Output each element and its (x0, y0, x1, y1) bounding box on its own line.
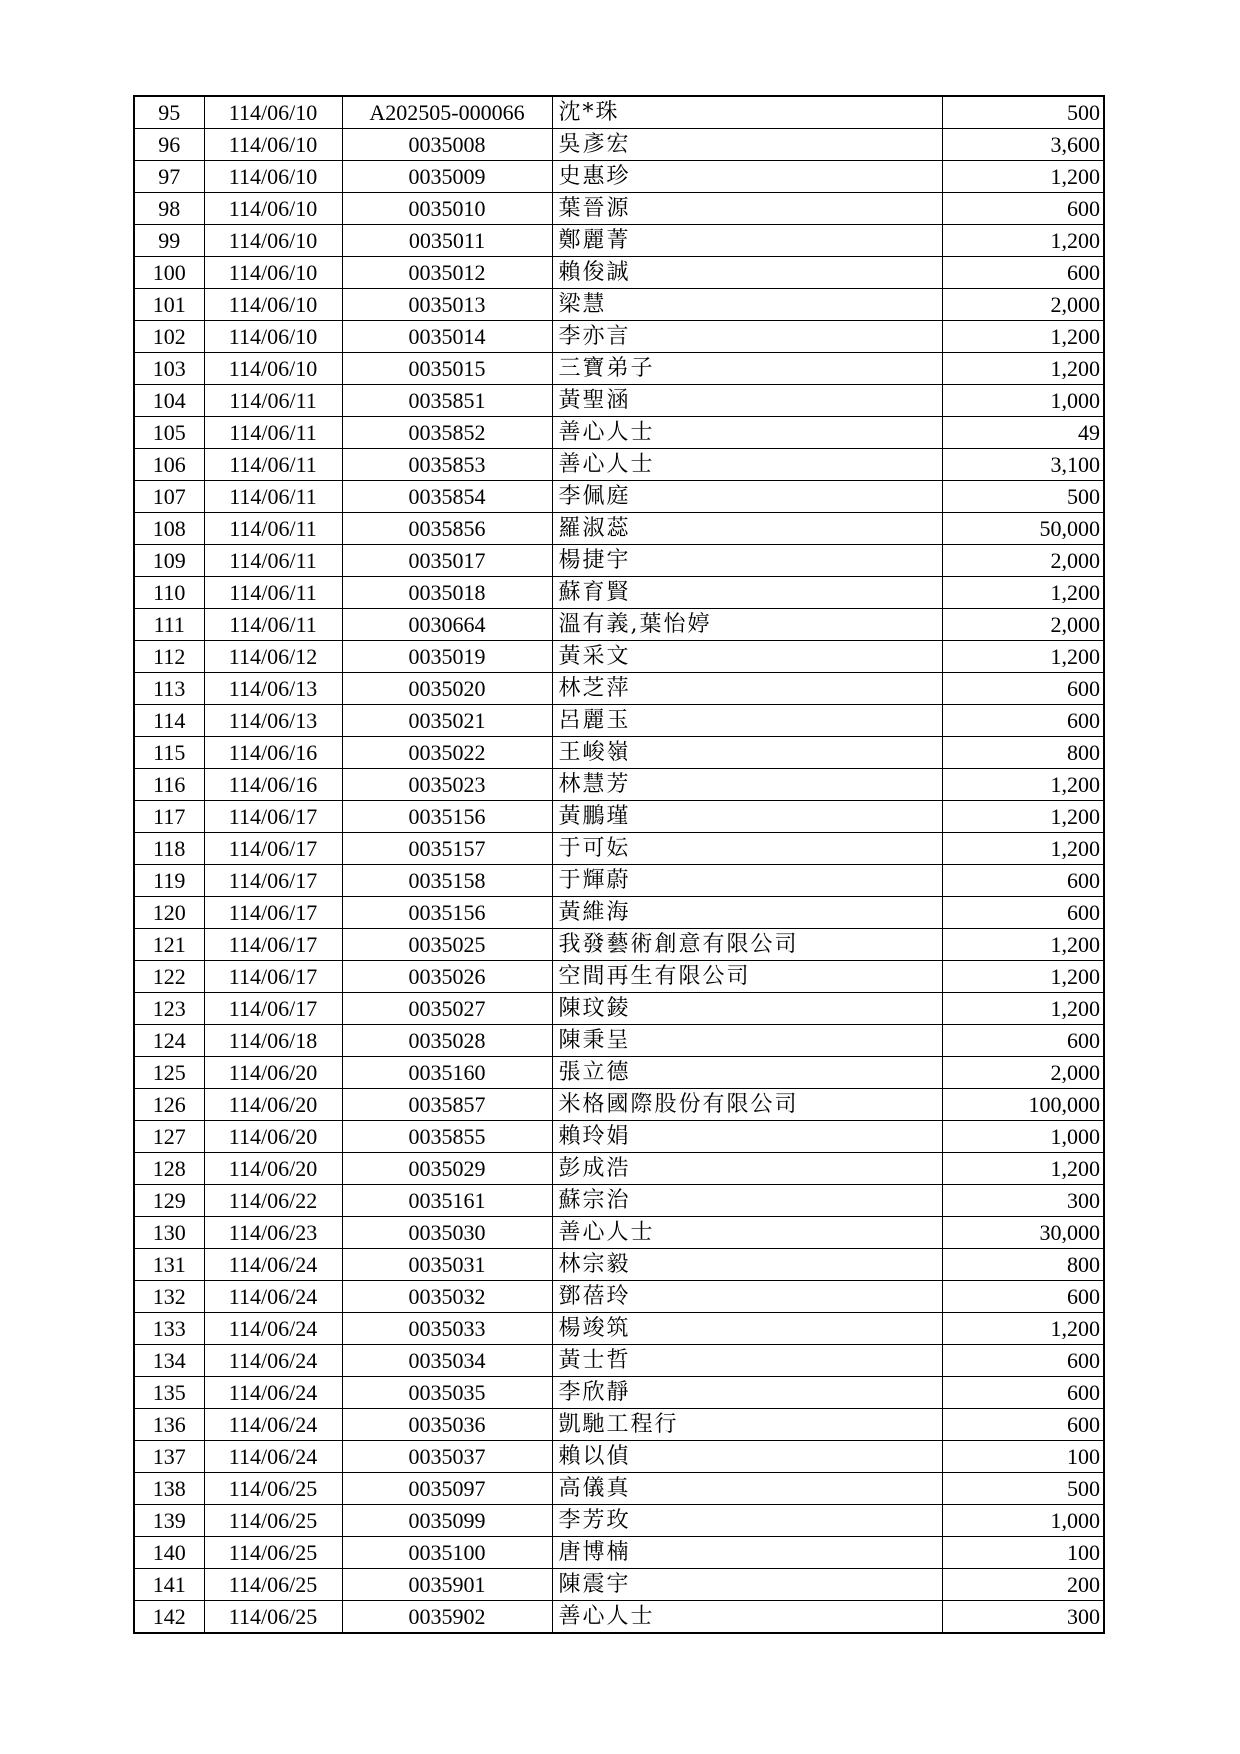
row-number-cell: 131 (134, 1249, 204, 1281)
donor-name-cell: 李佩庭 (552, 481, 942, 513)
donor-name-cell: 溫有義,葉怡婷 (552, 609, 942, 641)
table-row (134, 897, 1104, 929)
receipt-number-cell: 0035034 (342, 1345, 552, 1377)
date-cell: 114/06/11 (204, 545, 342, 577)
donor-name-cell: 鄭麗菁 (552, 225, 942, 257)
receipt-number-cell: 0035158 (342, 865, 552, 897)
date-cell: 114/06/17 (204, 929, 342, 961)
date-cell: 114/06/23 (204, 1217, 342, 1249)
receipt-number-cell: 0035009 (342, 161, 552, 193)
amount-cell: 800 (942, 1249, 1104, 1281)
amount-cell: 600 (942, 1345, 1104, 1377)
receipt-number-cell: 0035854 (342, 481, 552, 513)
amount-cell: 50,000 (942, 513, 1104, 545)
amount-cell: 1,200 (942, 961, 1104, 993)
row-number-cell: 96 (134, 129, 204, 161)
row-number-cell: 112 (134, 641, 204, 673)
amount-cell: 1,200 (942, 353, 1104, 385)
row-number-cell: 139 (134, 1505, 204, 1537)
donor-name-cell: 善心人士 (552, 1217, 942, 1249)
amount-cell: 600 (942, 1377, 1104, 1409)
table-row (134, 1313, 1104, 1345)
amount-cell: 2,000 (942, 545, 1104, 577)
receipt-number-cell: 0035015 (342, 353, 552, 385)
date-cell: 114/06/25 (204, 1569, 342, 1601)
table-row (134, 801, 1104, 833)
row-number-cell: 138 (134, 1473, 204, 1505)
donor-name-cell: 米格國際股份有限公司 (552, 1089, 942, 1121)
receipt-number-cell: 0035157 (342, 833, 552, 865)
donor-name-cell: 李亦言 (552, 321, 942, 353)
receipt-number-cell: A202505-000066 (342, 96, 552, 129)
amount-cell: 100,000 (942, 1089, 1104, 1121)
donor-name-cell: 于輝蔚 (552, 865, 942, 897)
receipt-number-cell: 0035156 (342, 897, 552, 929)
table-row (134, 385, 1104, 417)
date-cell: 114/06/10 (204, 96, 342, 129)
table-row (134, 513, 1104, 545)
table-row (134, 641, 1104, 673)
receipt-number-cell: 0035014 (342, 321, 552, 353)
date-cell: 114/06/17 (204, 993, 342, 1025)
amount-cell: 500 (942, 481, 1104, 513)
receipt-number-cell: 0035013 (342, 289, 552, 321)
row-number-cell: 133 (134, 1313, 204, 1345)
date-cell: 114/06/11 (204, 385, 342, 417)
table-body (134, 96, 1104, 1633)
receipt-number-cell: 0035030 (342, 1217, 552, 1249)
row-number-cell: 102 (134, 321, 204, 353)
donor-name-cell: 吳彥宏 (552, 129, 942, 161)
row-number-cell: 135 (134, 1377, 204, 1409)
row-number-cell: 108 (134, 513, 204, 545)
table-row (134, 1057, 1104, 1089)
receipt-number-cell: 0035011 (342, 225, 552, 257)
donor-name-cell: 黃鵬瑾 (552, 801, 942, 833)
table-row (134, 257, 1104, 289)
date-cell: 114/06/11 (204, 577, 342, 609)
row-number-cell: 114 (134, 705, 204, 737)
donor-name-cell: 陳秉呈 (552, 1025, 942, 1057)
donor-name-cell: 李芳玫 (552, 1505, 942, 1537)
amount-cell: 1,000 (942, 385, 1104, 417)
row-number-cell: 122 (134, 961, 204, 993)
date-cell: 114/06/20 (204, 1089, 342, 1121)
table-row (134, 289, 1104, 321)
table-row (134, 673, 1104, 705)
receipt-number-cell: 0035032 (342, 1281, 552, 1313)
donor-name-cell: 善心人士 (552, 449, 942, 481)
donor-name-cell: 羅淑蕊 (552, 513, 942, 545)
date-cell: 114/06/10 (204, 321, 342, 353)
date-cell: 114/06/24 (204, 1249, 342, 1281)
table-row (134, 1025, 1104, 1057)
table-row (134, 1473, 1104, 1505)
date-cell: 114/06/13 (204, 705, 342, 737)
row-number-cell: 120 (134, 897, 204, 929)
table-row (134, 705, 1104, 737)
row-number-cell: 142 (134, 1601, 204, 1634)
amount-cell: 600 (942, 865, 1104, 897)
receipt-number-cell: 0030664 (342, 609, 552, 641)
row-number-cell: 136 (134, 1409, 204, 1441)
receipt-number-cell: 0035035 (342, 1377, 552, 1409)
table-row (134, 833, 1104, 865)
donor-name-cell: 葉晉源 (552, 193, 942, 225)
table-row (134, 993, 1104, 1025)
row-number-cell: 140 (134, 1537, 204, 1569)
date-cell: 114/06/16 (204, 737, 342, 769)
amount-cell: 1,200 (942, 769, 1104, 801)
table-row (134, 929, 1104, 961)
table-row (134, 1505, 1104, 1537)
date-cell: 114/06/25 (204, 1473, 342, 1505)
donor-name-cell: 高儀真 (552, 1473, 942, 1505)
receipt-number-cell: 0035901 (342, 1569, 552, 1601)
receipt-number-cell: 0035160 (342, 1057, 552, 1089)
receipt-number-cell: 0035008 (342, 129, 552, 161)
date-cell: 114/06/24 (204, 1409, 342, 1441)
date-cell: 114/06/25 (204, 1537, 342, 1569)
row-number-cell: 132 (134, 1281, 204, 1313)
row-number-cell: 127 (134, 1121, 204, 1153)
amount-cell: 800 (942, 737, 1104, 769)
row-number-cell: 126 (134, 1089, 204, 1121)
date-cell: 114/06/20 (204, 1057, 342, 1089)
date-cell: 114/06/24 (204, 1313, 342, 1345)
donor-name-cell: 三寶弟子 (552, 353, 942, 385)
amount-cell: 600 (942, 673, 1104, 705)
amount-cell: 600 (942, 1281, 1104, 1313)
donor-name-cell: 張立德 (552, 1057, 942, 1089)
table-row (134, 481, 1104, 513)
donor-name-cell: 蘇宗治 (552, 1185, 942, 1217)
donor-name-cell: 空間再生有限公司 (552, 961, 942, 993)
row-number-cell: 103 (134, 353, 204, 385)
donor-name-cell: 賴玲娟 (552, 1121, 942, 1153)
date-cell: 114/06/22 (204, 1185, 342, 1217)
row-number-cell: 121 (134, 929, 204, 961)
table-row (134, 961, 1104, 993)
date-cell: 114/06/24 (204, 1441, 342, 1473)
amount-cell: 600 (942, 1025, 1104, 1057)
receipt-number-cell: 0035037 (342, 1441, 552, 1473)
date-cell: 114/06/10 (204, 193, 342, 225)
donor-name-cell: 鄧蓓玲 (552, 1281, 942, 1313)
donor-name-cell: 善心人士 (552, 417, 942, 449)
row-number-cell: 141 (134, 1569, 204, 1601)
receipt-number-cell: 0035100 (342, 1537, 552, 1569)
donor-name-cell: 唐博楠 (552, 1537, 942, 1569)
table-row (134, 417, 1104, 449)
row-number-cell: 105 (134, 417, 204, 449)
amount-cell: 1,200 (942, 833, 1104, 865)
receipt-number-cell: 0035857 (342, 1089, 552, 1121)
donor-name-cell: 黃維海 (552, 897, 942, 929)
receipt-number-cell: 0035026 (342, 961, 552, 993)
date-cell: 114/06/17 (204, 961, 342, 993)
table-row (134, 1441, 1104, 1473)
table-row (134, 769, 1104, 801)
row-number-cell: 129 (134, 1185, 204, 1217)
date-cell: 114/06/16 (204, 769, 342, 801)
receipt-number-cell: 0035855 (342, 1121, 552, 1153)
donor-name-cell: 林慧芳 (552, 769, 942, 801)
row-number-cell: 110 (134, 577, 204, 609)
receipt-number-cell: 0035018 (342, 577, 552, 609)
donor-name-cell: 林宗毅 (552, 1249, 942, 1281)
table-row (134, 96, 1104, 129)
date-cell: 114/06/12 (204, 641, 342, 673)
donor-name-cell: 黃采文 (552, 641, 942, 673)
row-number-cell: 123 (134, 993, 204, 1025)
receipt-number-cell: 0035856 (342, 513, 552, 545)
receipt-number-cell: 0035852 (342, 417, 552, 449)
table-row (134, 1281, 1104, 1313)
amount-cell: 2,000 (942, 289, 1104, 321)
amount-cell: 600 (942, 1409, 1104, 1441)
donor-name-cell: 蘇育賢 (552, 577, 942, 609)
donor-name-cell: 于可妘 (552, 833, 942, 865)
table-row (134, 353, 1104, 385)
date-cell: 114/06/17 (204, 897, 342, 929)
date-cell: 114/06/20 (204, 1121, 342, 1153)
amount-cell: 1,200 (942, 577, 1104, 609)
amount-cell: 30,000 (942, 1217, 1104, 1249)
row-number-cell: 125 (134, 1057, 204, 1089)
donor-name-cell: 凱馳工程行 (552, 1409, 942, 1441)
amount-cell: 3,600 (942, 129, 1104, 161)
receipt-number-cell: 0035021 (342, 705, 552, 737)
amount-cell: 300 (942, 1601, 1104, 1634)
date-cell: 114/06/11 (204, 513, 342, 545)
date-cell: 114/06/24 (204, 1281, 342, 1313)
amount-cell: 1,200 (942, 225, 1104, 257)
amount-cell: 600 (942, 705, 1104, 737)
date-cell: 114/06/10 (204, 353, 342, 385)
table-row (134, 609, 1104, 641)
amount-cell: 600 (942, 897, 1104, 929)
table-row (134, 1345, 1104, 1377)
donor-name-cell: 林芝萍 (552, 673, 942, 705)
row-number-cell: 107 (134, 481, 204, 513)
row-number-cell: 118 (134, 833, 204, 865)
table-row (134, 1409, 1104, 1441)
row-number-cell: 119 (134, 865, 204, 897)
row-number-cell: 124 (134, 1025, 204, 1057)
row-number-cell: 111 (134, 609, 204, 641)
receipt-number-cell: 0035022 (342, 737, 552, 769)
amount-cell: 1,200 (942, 1153, 1104, 1185)
row-number-cell: 97 (134, 161, 204, 193)
date-cell: 114/06/20 (204, 1153, 342, 1185)
donor-name-cell: 史惠珍 (552, 161, 942, 193)
row-number-cell: 98 (134, 193, 204, 225)
amount-cell: 1,000 (942, 1121, 1104, 1153)
receipt-number-cell: 0035851 (342, 385, 552, 417)
receipt-number-cell: 0035012 (342, 257, 552, 289)
table-row (134, 321, 1104, 353)
amount-cell: 300 (942, 1185, 1104, 1217)
date-cell: 114/06/13 (204, 673, 342, 705)
table-row (134, 1185, 1104, 1217)
amount-cell: 1,200 (942, 993, 1104, 1025)
donor-name-cell: 楊竣筑 (552, 1313, 942, 1345)
table-row (134, 161, 1104, 193)
amount-cell: 500 (942, 96, 1104, 129)
date-cell: 114/06/11 (204, 481, 342, 513)
table-row (134, 1601, 1104, 1634)
date-cell: 114/06/25 (204, 1505, 342, 1537)
receipt-number-cell: 0035097 (342, 1473, 552, 1505)
table-row (134, 1249, 1104, 1281)
date-cell: 114/06/10 (204, 161, 342, 193)
table-row (134, 1121, 1104, 1153)
receipt-number-cell: 0035027 (342, 993, 552, 1025)
date-cell: 114/06/17 (204, 833, 342, 865)
table-row (134, 1153, 1104, 1185)
row-number-cell: 116 (134, 769, 204, 801)
donor-name-cell: 善心人士 (552, 1601, 942, 1634)
table-row (134, 1377, 1104, 1409)
receipt-number-cell: 0035156 (342, 801, 552, 833)
table-row (134, 1569, 1104, 1601)
date-cell: 114/06/10 (204, 225, 342, 257)
amount-cell: 600 (942, 193, 1104, 225)
date-cell: 114/06/24 (204, 1345, 342, 1377)
row-number-cell: 106 (134, 449, 204, 481)
donor-name-cell: 黃聖涵 (552, 385, 942, 417)
receipt-number-cell: 0035028 (342, 1025, 552, 1057)
date-cell: 114/06/10 (204, 129, 342, 161)
date-cell: 114/06/10 (204, 257, 342, 289)
amount-cell: 1,200 (942, 161, 1104, 193)
receipt-number-cell: 0035099 (342, 1505, 552, 1537)
date-cell: 114/06/11 (204, 449, 342, 481)
row-number-cell: 104 (134, 385, 204, 417)
table-row (134, 1089, 1104, 1121)
table-row (134, 225, 1104, 257)
date-cell: 114/06/18 (204, 1025, 342, 1057)
donor-name-cell: 黃士哲 (552, 1345, 942, 1377)
date-cell: 114/06/17 (204, 801, 342, 833)
donor-name-cell: 我發藝術創意有限公司 (552, 929, 942, 961)
table-row (134, 193, 1104, 225)
receipt-number-cell: 0035025 (342, 929, 552, 961)
table-row (134, 577, 1104, 609)
date-cell: 114/06/10 (204, 289, 342, 321)
amount-cell: 100 (942, 1537, 1104, 1569)
date-cell: 114/06/25 (204, 1601, 342, 1634)
donor-name-cell: 楊捷宇 (552, 545, 942, 577)
donation-list-table (133, 95, 1105, 1634)
donor-name-cell: 李欣靜 (552, 1377, 942, 1409)
date-cell: 114/06/11 (204, 609, 342, 641)
donor-name-cell: 陳震宇 (552, 1569, 942, 1601)
donor-name-cell: 呂麗玉 (552, 705, 942, 737)
receipt-number-cell: 0035017 (342, 545, 552, 577)
date-cell: 114/06/17 (204, 865, 342, 897)
donor-name-cell: 賴以偵 (552, 1441, 942, 1473)
row-number-cell: 101 (134, 289, 204, 321)
amount-cell: 200 (942, 1569, 1104, 1601)
table-row (134, 449, 1104, 481)
amount-cell: 49 (942, 417, 1104, 449)
amount-cell: 2,000 (942, 609, 1104, 641)
table-row (134, 865, 1104, 897)
row-number-cell: 117 (134, 801, 204, 833)
row-number-cell: 134 (134, 1345, 204, 1377)
row-number-cell: 128 (134, 1153, 204, 1185)
row-number-cell: 115 (134, 737, 204, 769)
receipt-number-cell: 0035010 (342, 193, 552, 225)
donor-name-cell: 賴俊誠 (552, 257, 942, 289)
receipt-number-cell: 0035020 (342, 673, 552, 705)
receipt-number-cell: 0035031 (342, 1249, 552, 1281)
receipt-number-cell: 0035019 (342, 641, 552, 673)
donor-name-cell: 沈*珠 (552, 96, 942, 129)
date-cell: 114/06/24 (204, 1377, 342, 1409)
date-cell: 114/06/11 (204, 417, 342, 449)
donor-name-cell: 彭成浩 (552, 1153, 942, 1185)
amount-cell: 1,200 (942, 641, 1104, 673)
row-number-cell: 130 (134, 1217, 204, 1249)
table-row (134, 545, 1104, 577)
receipt-number-cell: 0035853 (342, 449, 552, 481)
amount-cell: 500 (942, 1473, 1104, 1505)
amount-cell: 1,200 (942, 929, 1104, 961)
amount-cell: 1,200 (942, 801, 1104, 833)
receipt-number-cell: 0035033 (342, 1313, 552, 1345)
amount-cell: 1,200 (942, 1313, 1104, 1345)
row-number-cell: 100 (134, 257, 204, 289)
row-number-cell: 109 (134, 545, 204, 577)
row-number-cell: 113 (134, 673, 204, 705)
donor-name-cell: 梁慧 (552, 289, 942, 321)
receipt-number-cell: 0035161 (342, 1185, 552, 1217)
amount-cell: 1,000 (942, 1505, 1104, 1537)
table-row (134, 1217, 1104, 1249)
amount-cell: 2,000 (942, 1057, 1104, 1089)
table-row (134, 737, 1104, 769)
receipt-number-cell: 0035036 (342, 1409, 552, 1441)
row-number-cell: 137 (134, 1441, 204, 1473)
row-number-cell: 95 (134, 96, 204, 129)
amount-cell: 600 (942, 257, 1104, 289)
donor-name-cell: 陳玟錂 (552, 993, 942, 1025)
table-row (134, 1537, 1104, 1569)
row-number-cell: 99 (134, 225, 204, 257)
donor-name-cell: 王峻嶺 (552, 737, 942, 769)
amount-cell: 1,200 (942, 321, 1104, 353)
amount-cell: 3,100 (942, 449, 1104, 481)
receipt-number-cell: 0035902 (342, 1601, 552, 1634)
receipt-number-cell: 0035029 (342, 1153, 552, 1185)
amount-cell: 100 (942, 1441, 1104, 1473)
table-row (134, 129, 1104, 161)
receipt-number-cell: 0035023 (342, 769, 552, 801)
